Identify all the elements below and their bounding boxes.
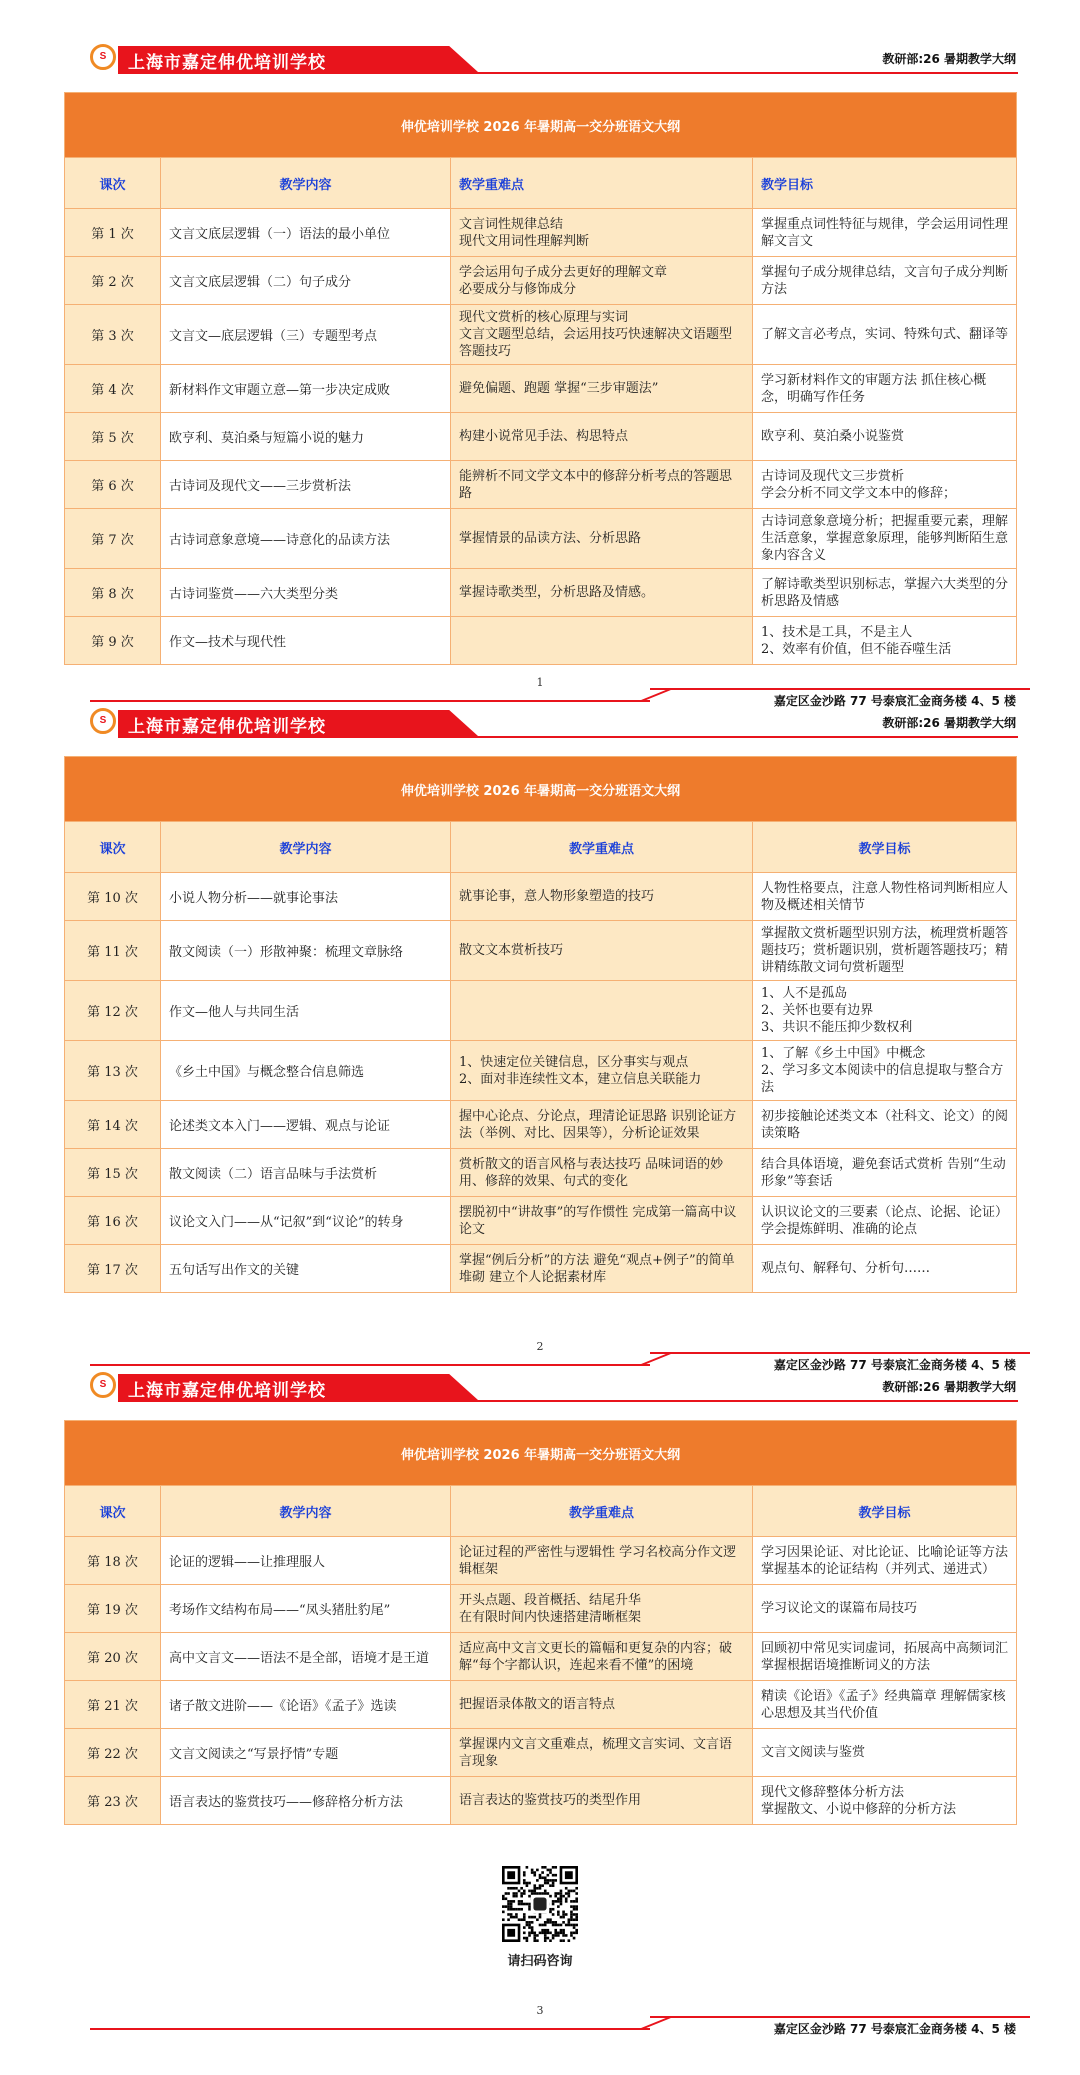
lesson-cell: 第 23 次 xyxy=(65,1777,161,1825)
content-cell: 文言文阅读之“写景抒情”专题 xyxy=(161,1729,451,1777)
syllabus-table-page1 xyxy=(64,92,1017,665)
col-goal-header: 教学目标 xyxy=(753,822,1017,873)
goal-cell: 学习议论文的谋篇布局技巧 xyxy=(753,1585,1017,1633)
dept-label: 教研部:26 暑期教学大纲 xyxy=(882,716,1016,730)
lesson-cell: 第 14 次 xyxy=(65,1101,161,1149)
goal-cell: 精读《论语》《孟子》经典篇章 理解儒家核心思想及其当代价值 xyxy=(753,1681,1017,1729)
goal-cell: 1、了解《乡土中国》中概念 2、学习多文本阅读中的信息提取与整合方法 xyxy=(753,1041,1017,1101)
school-logo-icon: S xyxy=(90,1372,116,1398)
key-cell: 现代文赏析的核心原理与实词 文言文题型总结，会运用技巧快速解决文语题型答题技巧 xyxy=(451,305,753,365)
footer-line xyxy=(90,1364,650,1366)
table-row xyxy=(65,365,1017,413)
content-cell: 小说人物分析——就事论事法 xyxy=(161,873,451,921)
lesson-cell: 第 3 次 xyxy=(65,305,161,365)
col-key-header: 教学重难点 xyxy=(451,1486,753,1537)
content-cell: 散文阅读（二）语言品味与手法赏析 xyxy=(161,1149,451,1197)
goal-cell: 1、人不是孤岛 2、关怀也要有边界 3、共识不能压抑少数权利 xyxy=(753,981,1017,1041)
key-cell: 掌握诗歌类型，分析思路及情感。 xyxy=(451,569,753,617)
table-row xyxy=(65,305,1017,365)
footer-slant xyxy=(641,1352,671,1366)
key-cell: 就事论事，意人物形象塑造的技巧 xyxy=(451,873,753,921)
school-logo-icon: S xyxy=(90,44,116,70)
col-goal-header: 教学目标 xyxy=(753,158,1017,209)
content-cell: 语言表达的鉴赏技巧——修辞格分析方法 xyxy=(161,1777,451,1825)
goal-cell: 现代文修辞整体分析方法 掌握散文、小说中修辞的分析方法 xyxy=(753,1777,1017,1825)
content-cell: 论述类文本入门——逻辑、观点与论证 xyxy=(161,1101,451,1149)
lesson-cell: 第 17 次 xyxy=(65,1245,161,1293)
table-row xyxy=(65,1585,1017,1633)
content-cell: 《乡土中国》与概念整合信息筛选 xyxy=(161,1041,451,1101)
lesson-cell: 第 6 次 xyxy=(65,461,161,509)
lesson-cell: 第 13 次 xyxy=(65,1041,161,1101)
goal-cell: 观点句、解释句、分析句…… xyxy=(753,1245,1017,1293)
table-row xyxy=(65,1633,1017,1681)
lesson-cell: 第 21 次 xyxy=(65,1681,161,1729)
key-cell: 掌握“例后分析”的方法 避免“观点+例子”的简单堆砌 建立个人论据素材库 xyxy=(451,1245,753,1293)
syllabus-table-page3 xyxy=(64,1420,1017,1825)
footer-slant xyxy=(641,688,671,702)
goal-cell: 欧亨利、莫泊桑小说鉴赏 xyxy=(753,413,1017,461)
content-cell: 作文—技术与现代性 xyxy=(161,617,451,665)
school-name: 上海市嘉定伸优培训学校 xyxy=(128,1381,326,1400)
table-row xyxy=(65,921,1017,981)
col-content-header: 教学内容 xyxy=(161,822,451,873)
col-lesson-header: 课次 xyxy=(65,822,161,873)
table-row xyxy=(65,873,1017,921)
col-content-header: 教学内容 xyxy=(161,158,451,209)
page3-header xyxy=(0,1368,1080,1404)
table-row xyxy=(65,1777,1017,1825)
school-name: 上海市嘉定伸优培训学校 xyxy=(128,53,326,72)
table-row xyxy=(65,257,1017,305)
goal-cell: 掌握句子成分规律总结，文言句子成分判断方法 xyxy=(753,257,1017,305)
goal-cell: 掌握重点词性特征与规律，学会运用词性理解文言文 xyxy=(753,209,1017,257)
table-row xyxy=(65,1681,1017,1729)
lesson-cell: 第 18 次 xyxy=(65,1537,161,1585)
dept-label: 教研部:26 暑期教学大纲 xyxy=(882,52,1016,66)
col-lesson-header: 课次 xyxy=(65,1486,161,1537)
goal-cell: 古诗词及现代文三步赏析 学会分析不同文学文本中的修辞； xyxy=(753,461,1017,509)
goal-cell: 了解诗歌类型识别标志，掌握六大类型的分析思路及情感 xyxy=(753,569,1017,617)
syllabus-table-page2 xyxy=(64,756,1017,1293)
table-title: 伸优培训学校 2026 年暑期高一交分班语文大纲 xyxy=(65,93,1017,158)
table-row xyxy=(65,1729,1017,1777)
goal-cell: 学习新材料作文的审题方法 抓住核心概念，明确写作任务 xyxy=(753,365,1017,413)
goal-cell: 文言文阅读与鉴赏 xyxy=(753,1729,1017,1777)
col-lesson-header: 课次 xyxy=(65,158,161,209)
table-row xyxy=(65,1041,1017,1101)
content-cell: 欧亨利、莫泊桑与短篇小说的魅力 xyxy=(161,413,451,461)
col-goal-header: 教学目标 xyxy=(753,1486,1017,1537)
key-cell: 文言词性规律总结 现代文用词性理解判断 xyxy=(451,209,753,257)
table-row xyxy=(65,617,1017,665)
key-cell: 能辨析不同文学文本中的修辞分析考点的答题思路 xyxy=(451,461,753,509)
table-row xyxy=(65,1149,1017,1197)
lesson-cell: 第 5 次 xyxy=(65,413,161,461)
page2-header xyxy=(0,704,1080,740)
table-row xyxy=(65,413,1017,461)
school-logo-icon: S xyxy=(90,708,116,734)
goal-cell: 认识议论文的三要素（论点、论据、论证） 学会提炼鲜明、准确的论点 xyxy=(753,1197,1017,1245)
goal-cell: 了解文言必考点，实词、特殊句式、翻译等 xyxy=(753,305,1017,365)
content-cell: 诸子散文进阶——《论语》《孟子》选读 xyxy=(161,1681,451,1729)
footer-line xyxy=(650,1352,1030,1354)
footer-address: 嘉定区金沙路 77 号泰宸汇金商务楼 4、5 楼 xyxy=(773,694,1016,708)
lesson-cell: 第 22 次 xyxy=(65,1729,161,1777)
key-cell: 开头点题、段首概括、结尾升华 在有限时间内快速搭建清晰框架 xyxy=(451,1585,753,1633)
key-cell: 掌握情景的品读方法、分析思路 xyxy=(451,509,753,569)
goal-cell: 结合具体语境，避免套话式赏析 告别“生动形象”等套话 xyxy=(753,1149,1017,1197)
key-cell: 适应高中文言文更长的篇幅和更复杂的内容；破解“每个字都认识，连起来看不懂”的困境 xyxy=(451,1633,753,1681)
content-cell: 文言文底层逻辑（一）语法的最小单位 xyxy=(161,209,451,257)
key-cell: 1、快速定位关键信息，区分事实与观点 2、面对非连续性文本，建立信息关联能力 xyxy=(451,1041,753,1101)
key-cell: 把握语录体散文的语言特点 xyxy=(451,1681,753,1729)
footer-slant xyxy=(641,2016,671,2030)
key-cell: 握中心论点、分论点，理清论证思路 识别论证方法（举例、对比、因果等），分析论证效果 xyxy=(451,1101,753,1149)
footer-line xyxy=(650,2016,1030,2018)
content-cell: 论证的逻辑——让推理服人 xyxy=(161,1537,451,1585)
table-row xyxy=(65,1537,1017,1585)
key-cell: 掌握课内文言文重难点，梳理文言实词、文言语言现象 xyxy=(451,1729,753,1777)
lesson-cell: 第 20 次 xyxy=(65,1633,161,1681)
lesson-cell: 第 8 次 xyxy=(65,569,161,617)
goal-cell: 人物性格要点，注意人物性格词判断相应人物及概述相关情节 xyxy=(753,873,1017,921)
page-number: 2 xyxy=(536,1340,544,1353)
qr-code-icon xyxy=(502,1866,578,1942)
lesson-cell: 第 10 次 xyxy=(65,873,161,921)
school-name: 上海市嘉定伸优培训学校 xyxy=(128,717,326,736)
col-content-header: 教学内容 xyxy=(161,1486,451,1537)
key-cell: 语言表达的鉴赏技巧的类型作用 xyxy=(451,1777,753,1825)
table-row xyxy=(65,1101,1017,1149)
lesson-cell: 第 7 次 xyxy=(65,509,161,569)
key-cell: 论证过程的严密性与逻辑性 学习名校高分作文逻辑框架 xyxy=(451,1537,753,1585)
goal-cell: 初步接触论述类文本（社科文、论文）的阅读策略 xyxy=(753,1101,1017,1149)
content-cell: 古诗词及现代文——三步赏析法 xyxy=(161,461,451,509)
table-row xyxy=(65,1197,1017,1245)
table-row xyxy=(65,209,1017,257)
key-cell: 赏析散文的语言风格与表达技巧 品味词语的妙用、修辞的效果、句式的变化 xyxy=(451,1149,753,1197)
content-cell: 新材料作文审题立意—第一步决定成败 xyxy=(161,365,451,413)
goal-cell: 掌握散文赏析题型识别方法，梳理赏析题答题技巧；赏析题识别，赏析题答题技巧；精讲精练散文词句赏析题型 xyxy=(753,921,1017,981)
goal-cell: 回顾初中常见实词虚词，拓展高中高频词汇 掌握根据语境推断词义的方法 xyxy=(753,1633,1017,1681)
dept-label: 教研部:26 暑期教学大纲 xyxy=(882,1380,1016,1394)
qr-label: 请扫码咨询 xyxy=(507,1954,573,1969)
key-cell: 学会运用句子成分去更好的理解文章 必要成分与修饰成分 xyxy=(451,257,753,305)
key-cell: 摆脱初中“讲故事”的写作惯性 完成第一篇高中议论文 xyxy=(451,1197,753,1245)
table-row xyxy=(65,981,1017,1041)
content-cell: 议论文入门——从“记叙”到“议论”的转身 xyxy=(161,1197,451,1245)
table-title: 伸优培训学校 2026 年暑期高一交分班语文大纲 xyxy=(65,1421,1017,1486)
table-row xyxy=(65,461,1017,509)
footer-address: 嘉定区金沙路 77 号泰宸汇金商务楼 4、5 楼 xyxy=(773,1358,1016,1372)
lesson-cell: 第 9 次 xyxy=(65,617,161,665)
lesson-cell: 第 16 次 xyxy=(65,1197,161,1245)
lesson-cell: 第 12 次 xyxy=(65,981,161,1041)
table-title: 伸优培训学校 2026 年暑期高一交分班语文大纲 xyxy=(65,757,1017,822)
content-cell: 古诗词意象意境——诗意化的品读方法 xyxy=(161,509,451,569)
key-cell: 构建小说常见手法、构思特点 xyxy=(451,413,753,461)
goal-cell: 1、技术是工具，不是主人 2、效率有价值，但不能吞噬生活 xyxy=(753,617,1017,665)
table-row xyxy=(65,569,1017,617)
page-number: 3 xyxy=(536,2004,544,2017)
key-cell xyxy=(451,981,753,1041)
lesson-cell: 第 15 次 xyxy=(65,1149,161,1197)
content-cell: 文言文底层逻辑（二）句子成分 xyxy=(161,257,451,305)
content-cell: 散文阅读（一）形散神聚：梳理文章脉络 xyxy=(161,921,451,981)
table-row xyxy=(65,1245,1017,1293)
footer-line xyxy=(650,688,1030,690)
lesson-cell: 第 4 次 xyxy=(65,365,161,413)
footer-line xyxy=(90,2028,650,2030)
content-cell: 文言文—底层逻辑（三）专题型考点 xyxy=(161,305,451,365)
content-cell: 作文—他人与共同生活 xyxy=(161,981,451,1041)
content-cell: 古诗词鉴赏——六大类型分类 xyxy=(161,569,451,617)
page1-header xyxy=(0,40,1080,76)
content-cell: 五句话写出作文的关键 xyxy=(161,1245,451,1293)
key-cell xyxy=(451,617,753,665)
lesson-cell: 第 2 次 xyxy=(65,257,161,305)
col-key-header: 教学重难点 xyxy=(451,158,753,209)
content-cell: 高中文言文——语法不是全部，语境才是王道 xyxy=(161,1633,451,1681)
lesson-cell: 第 11 次 xyxy=(65,921,161,981)
content-cell: 考场作文结构布局——“凤头猪肚豹尾” xyxy=(161,1585,451,1633)
footer-line xyxy=(90,700,650,702)
lesson-cell: 第 19 次 xyxy=(65,1585,161,1633)
footer-address: 嘉定区金沙路 77 号泰宸汇金商务楼 4、5 楼 xyxy=(773,2022,1016,2036)
page3-footer xyxy=(0,2004,1080,2044)
lesson-cell: 第 1 次 xyxy=(65,209,161,257)
col-key-header: 教学重难点 xyxy=(451,822,753,873)
goal-cell: 古诗词意象意境分析；把握重要元素，理解生活意象，掌握意象原理，能够判断陌生意象内容含义 xyxy=(753,509,1017,569)
goal-cell: 学习因果论证、对比论证、比喻论证等方法 掌握基本的论证结构（并列式、递进式） xyxy=(753,1537,1017,1585)
page-number: 1 xyxy=(536,676,544,689)
key-cell: 散文文本赏析技巧 xyxy=(451,921,753,981)
key-cell: 避免偏题、跑题 掌握“三步审题法” xyxy=(451,365,753,413)
table-row xyxy=(65,509,1017,569)
